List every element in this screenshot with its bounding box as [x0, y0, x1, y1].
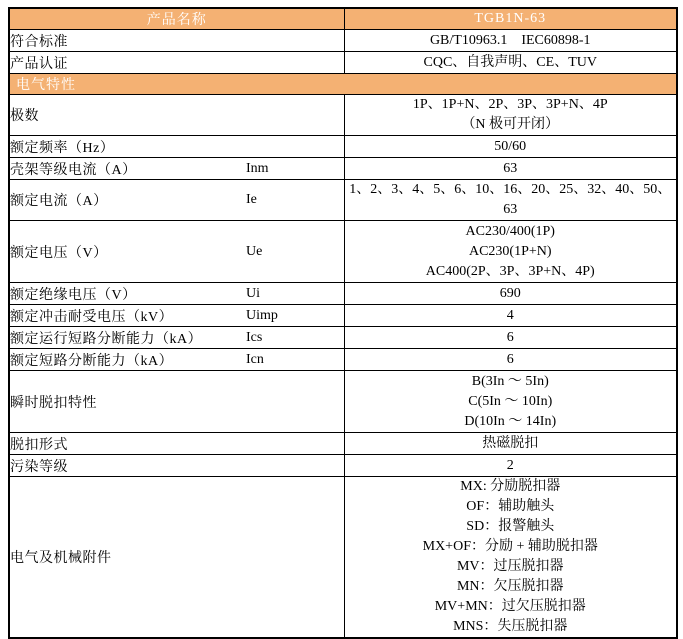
row-label: 额定短路分断能力（kA） — [10, 353, 174, 369]
table-row — [9, 30, 677, 52]
row-label: 额定运行短路分断能力（kA） — [10, 331, 203, 347]
row-label: 额定冲击耐受电压（kV） — [10, 309, 174, 325]
value-cell — [344, 477, 677, 639]
row-label: 极数 — [10, 109, 39, 124]
parameter-cell — [9, 30, 344, 52]
row-value: MV+MN：过欠压脱扣器 — [434, 599, 586, 614]
parameter-cell — [9, 349, 344, 371]
row-value: （N 极可开闭） — [461, 117, 560, 132]
table-row — [9, 433, 677, 455]
table-row — [9, 349, 677, 371]
value-cell — [344, 371, 677, 433]
value-cell — [344, 433, 677, 455]
row-value: 6 — [506, 351, 514, 367]
table-row — [9, 455, 677, 477]
row-label: 污染等级 — [10, 459, 68, 475]
table-row — [9, 327, 677, 349]
row-value: D(10In ～ 14In) — [464, 413, 557, 429]
row-label: 电气及机械附件 — [10, 551, 112, 566]
parameter-cell — [9, 180, 344, 221]
row-symbol: Ue — [246, 243, 263, 259]
row-value: MX+OF：分励 + 辅助脱扣器 — [422, 539, 598, 554]
table-row — [9, 477, 677, 639]
row-symbol: Uimp — [246, 307, 278, 323]
row-symbol: Inm — [246, 160, 269, 176]
value-cell — [344, 327, 677, 349]
row-value: 63 — [503, 160, 518, 176]
parameter-cell — [9, 455, 344, 477]
row-value: AC230(1P+N) — [468, 243, 552, 259]
value-cell — [344, 158, 677, 180]
value-cell — [344, 52, 677, 74]
parameter-cell — [9, 158, 344, 180]
row-value: C(5In ～ 10In) — [468, 393, 553, 409]
product-model-header: TGB1N-63 — [344, 8, 677, 30]
table-row — [9, 371, 677, 433]
parameter-cell — [9, 371, 344, 433]
value-cell — [344, 180, 677, 221]
row-value: GB/T10963.1 IEC60898-1 — [429, 32, 591, 48]
row-symbol: Icn — [246, 351, 264, 367]
product-spec-table-container — [8, 7, 676, 639]
value-cell — [344, 283, 677, 305]
row-value: 4 — [506, 307, 514, 323]
table-row — [9, 180, 677, 221]
row-label: 产品认证 — [10, 56, 68, 72]
value-cell — [344, 30, 677, 52]
row-label: 额定绝缘电压（V） — [10, 287, 137, 303]
parameter-cell — [9, 52, 344, 74]
row-label: 额定电压（V） — [10, 245, 108, 261]
table-row — [9, 158, 677, 180]
value-cell — [344, 221, 677, 283]
row-value: 1P、1P+N、2P、3P、3P+N、4P — [412, 97, 608, 112]
row-value: AC400(2P、3P、3P+N、4P) — [425, 263, 595, 279]
row-value: CQC、自我声明、CE、TUV — [423, 54, 597, 70]
product-name-header: 产品名称 — [9, 8, 344, 30]
row-label: 额定电流（A） — [10, 194, 108, 209]
table-row — [9, 221, 677, 283]
row-value: 690 — [499, 285, 521, 301]
value-cell — [344, 305, 677, 327]
row-value: B(3In ～ 5In) — [471, 373, 549, 389]
spec-table-body — [9, 8, 677, 638]
row-symbol: Ics — [246, 329, 263, 345]
table-row — [9, 305, 677, 327]
row-value: MNS：失压脱扣器 — [453, 619, 568, 634]
table-row — [9, 95, 677, 136]
value-cell — [344, 136, 677, 158]
row-value: SD：报警触头 — [466, 519, 555, 534]
row-value: MN：欠压脱扣器 — [456, 579, 564, 594]
parameter-cell — [9, 283, 344, 305]
row-label: 瞬时脱扣特性 — [10, 395, 97, 411]
parameter-cell — [9, 305, 344, 327]
table-row — [9, 136, 677, 158]
row-value: MV：过压脱扣器 — [456, 559, 564, 574]
table-row — [9, 52, 677, 74]
section-title: 电气特性 — [9, 74, 677, 95]
parameter-cell — [9, 221, 344, 283]
row-value: 热磁脱扣 — [482, 435, 539, 451]
row-value: AC230/400(1P) — [465, 223, 555, 239]
value-cell — [344, 95, 677, 136]
row-symbol: Ui — [246, 285, 260, 301]
row-label: 脱扣形式 — [10, 437, 68, 453]
parameter-cell — [9, 136, 344, 158]
parameter-cell — [9, 327, 344, 349]
section-row — [9, 74, 677, 95]
value-cell — [344, 455, 677, 477]
row-value: 6 — [506, 329, 514, 345]
row-label: 符合标准 — [10, 34, 68, 50]
row-value: 2 — [506, 457, 514, 473]
table-header-row — [9, 8, 677, 30]
row-value: MX: 分励脱扣器 — [460, 479, 561, 494]
parameter-cell — [9, 477, 344, 639]
parameter-cell — [9, 433, 344, 455]
row-value: 1、2、3、4、5、6、10、16、20、25、32、40、50、63 — [349, 182, 672, 217]
row-value: OF：辅助触头 — [466, 499, 555, 514]
row-label: 壳架等级电流（A） — [10, 162, 137, 178]
row-symbol: Ie — [246, 192, 257, 207]
row-label: 额定频率（Hz） — [10, 140, 115, 156]
row-value: 50/60 — [494, 138, 527, 154]
parameter-cell — [9, 95, 344, 136]
value-cell — [344, 349, 677, 371]
product-spec-table — [8, 7, 678, 639]
table-row — [9, 283, 677, 305]
